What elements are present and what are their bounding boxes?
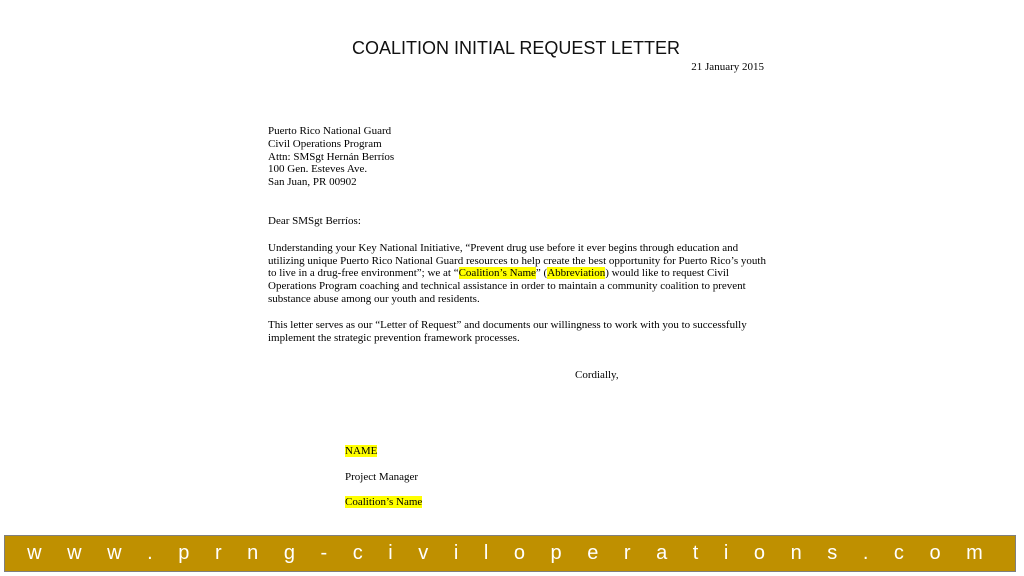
paragraph-text: Understanding your Key National Initiative, “Prevent drug use before it ever begins through education and utilizing unique Puerto Rico National Guard resources to help create the best opportunity for Puerto Rico’s youth to live in a drug-free environment”; we at “ [268, 241, 766, 280]
salutation: Dear SMSgt Berríos: [268, 214, 361, 227]
closing: Cordially, [575, 369, 619, 381]
footer-banner [4, 535, 1016, 572]
body-paragraph-1 [268, 242, 768, 306]
abbreviation-placeholder: Abbreviation [547, 267, 606, 280]
letter-date: 21 January 2015 [691, 61, 764, 73]
signature-organization [345, 496, 422, 508]
signature-organization-placeholder: Coalition’s Name [345, 496, 423, 508]
address-line: 100 Gen. Esteves Ave. [268, 163, 368, 176]
letter-body [268, 125, 768, 344]
body-paragraph-2: This letter serves as our “Letter of Request” and documents our willingness to work with you to successfully implement the strategic prevention framework processes. [268, 318, 747, 344]
letter-title: COALITION INITIAL REQUEST LETTER [351, 38, 681, 58]
signature-name-placeholder: NAME [345, 445, 378, 457]
signature-role: Project Manager [345, 471, 418, 483]
address-line: Attn: SMSgt Hernán Berríos [268, 150, 395, 163]
recipient-address [268, 125, 768, 189]
address-line: San Juan, PR 00902 [268, 176, 357, 189]
coalition-name-placeholder: Coalition’s Name [458, 267, 536, 280]
website-link[interactable]: w w w . p r n g - c i v i l o p e r a t i o n s . c o m [27, 542, 993, 564]
paragraph-text: ) would like to request Civil Operations Program coaching and technical assistance in order to maintain a community coalition to prevent substance abuse among our youth and residents. [268, 267, 746, 305]
paragraph-text: ” ( [535, 267, 548, 280]
signature-name [345, 445, 377, 457]
address-line: Civil Operations Program [268, 137, 382, 150]
address-line: Puerto Rico National Guard [268, 125, 392, 137]
